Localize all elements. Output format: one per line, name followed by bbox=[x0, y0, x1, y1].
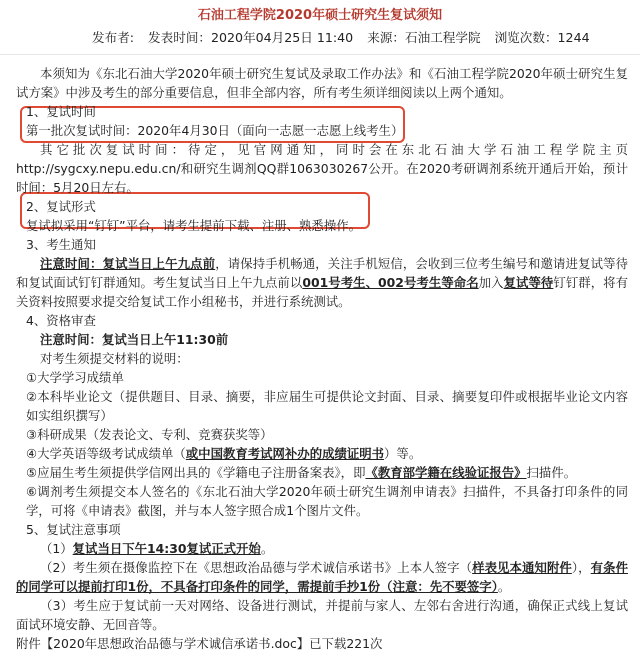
item4-text-1: ④大学英语等级考试成绩单（ bbox=[26, 446, 186, 461]
intro-paragraph: 本须知为《东北石油大学2020年硕士研究生复试及录取工作办法》和《石油工程学院2020年硕士研究生复试方案》中涉及考生的部分重要信息，但非全部内容，所有考生须详细阅读以上两个通知。 bbox=[16, 66, 628, 100]
section-4-time: 注意时间：复试当日上午11:30前 bbox=[40, 332, 229, 347]
section-3-title: 3、考生通知 bbox=[26, 237, 96, 252]
section-1-other-batches: 其它批次复试时间：待定，见官网通知，同时会在东北石油大学石油工程学院主页http://sygcxy.nepu.edu.cn/和研究生调剂QQ群1063030267公开。在2020考研调剂系统开通后开始，预计时间：5月20日左右。 bbox=[16, 142, 628, 195]
article-body bbox=[16, 64, 628, 653]
article-meta bbox=[92, 28, 600, 47]
n2-emphasis-1: 样表见本通知附件 bbox=[472, 560, 572, 575]
material-item-5 bbox=[16, 463, 628, 482]
item4-emphasis: 或中国教育考试网补办的成绩证明书 bbox=[185, 446, 385, 461]
n1-prefix: （1） bbox=[40, 541, 73, 556]
source: 来源：石油工程学院 bbox=[367, 30, 481, 45]
attachment-link[interactable]: 附件【2020年思想政治品德与学术诚信承诺书.doc】已下载221次 bbox=[16, 636, 383, 651]
s3-text-3: 钉钉群，将有关资料按照要求提交给复试工作小组秘书，并进行系统测试。 bbox=[16, 275, 629, 309]
section-1-title: 1、复试时间 bbox=[26, 104, 96, 119]
material-item-3: ③科研成果（发表论文、专利、竞赛获奖等） bbox=[26, 427, 273, 442]
publisher-label: 发布者: bbox=[92, 30, 135, 45]
section-4-intro: 对考生须提交材料的说明： bbox=[40, 351, 189, 366]
material-item-1: ①大学学习成绩单 bbox=[26, 370, 124, 385]
notice-item-2 bbox=[16, 558, 628, 596]
section-5-title: 5、复试注意事项 bbox=[26, 522, 121, 537]
n2-text-2: ）， bbox=[571, 560, 591, 575]
section-1-first-batch: 第一批次复试时间：2020年4月30日（面向一志愿一志愿上线考生） bbox=[26, 123, 404, 138]
material-item-2: ②本科毕业论文（提供题目、目录、摘要，非应届生可提供论文封面、目录、摘要复印件或根据毕业论文内容如实组织撰写） bbox=[26, 389, 628, 423]
item5-emphasis: 《教育部学籍在线验证报告》 bbox=[365, 465, 527, 480]
page-title: 石油工程学院2020年硕士研究生复试须知 bbox=[197, 8, 443, 23]
section-2-text: 复试拟采用“钉钉”平台，请考生提前下载、注册、熟悉操作。 bbox=[26, 218, 361, 233]
view-count: 浏览次数：1244 bbox=[494, 30, 590, 45]
s3-text-2: 加入 bbox=[478, 275, 504, 290]
n2-text-3: 。 bbox=[497, 579, 511, 594]
s3-group-emphasis: 复试等待 bbox=[503, 275, 554, 290]
s3-naming-emphasis: 001号考生、002号考生等命名 bbox=[302, 275, 479, 290]
section-3-notice bbox=[16, 254, 628, 311]
item5-text-1: ⑤应届生考生须提供学信网出具的《学籍电子注册备案表》，即 bbox=[26, 465, 366, 480]
n1-suffix: 。 bbox=[260, 541, 274, 556]
header-divider bbox=[0, 54, 640, 55]
n2-emphasis-2: 有条件的同学可以提前打印1份，不具备打印条件的同学，需提前手抄1份（注意：先不要签字） bbox=[16, 560, 628, 594]
s3-text-1: ，请保持手机畅通，关注手机短信，会收到三位考生编号和邀请进复试等待和复试面试钉钉群通知。考生复试当日上午九点前以 bbox=[16, 256, 629, 290]
notice-item-1 bbox=[16, 539, 628, 558]
n1-emphasis: 复试当日下午14:30复试正式开始 bbox=[72, 541, 261, 556]
n2-text-1: （2）考生须在摄像监控下在《思想政治品德与学术诚信承诺书》上本人签字（ bbox=[40, 560, 473, 575]
material-item-4 bbox=[16, 444, 628, 463]
section-2-title: 2、复试形式 bbox=[26, 199, 96, 214]
section-4-title: 4、资格审查 bbox=[26, 313, 96, 328]
item4-text-2: ）等。 bbox=[384, 446, 422, 461]
notice-item-3: （3）考生应于复试前一天对网络、设备进行测试，并提前与家人、左邻右舍进行沟通，确保正式线上复试面试环境安静、无回音等。 bbox=[16, 598, 628, 632]
material-item-6: ⑥调剂考生须提交本人签名的《东北石油大学2020年硕士研究生调剂申请表》扫描件，不具备打印条件的同学，可将《申请表》截图，并与本人签字照合成1个图片文件。 bbox=[26, 484, 628, 518]
s3-time-emphasis: 注意时间：复试当日上午九点前 bbox=[40, 256, 216, 271]
publish-time: 发表时间：2020年04月25日 11:40 bbox=[148, 30, 354, 45]
item5-text-2: 扫描件。 bbox=[526, 465, 577, 480]
